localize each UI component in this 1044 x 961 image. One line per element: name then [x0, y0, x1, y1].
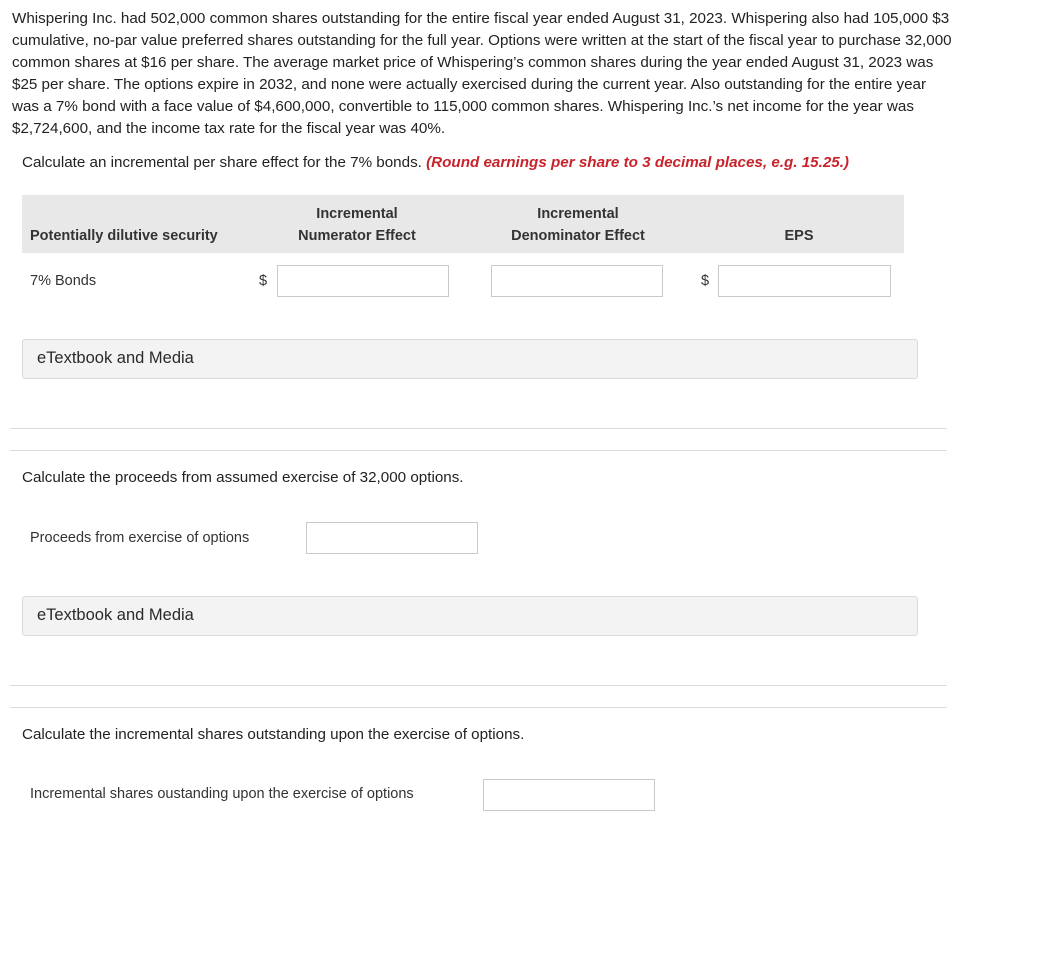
- part3-instruction: Calculate the incremental shares outstanding upon the exercise of options.: [22, 726, 525, 743]
- header-eps: EPS: [784, 228, 814, 244]
- header-numerator: [284, 203, 430, 247]
- header-denominator: [500, 203, 656, 247]
- eps-input[interactable]: [718, 265, 891, 297]
- row-7pct-bonds-label: 7% Bonds: [30, 273, 97, 289]
- etextbook-media-button-2[interactable]: eTextbook and Media: [22, 596, 918, 636]
- part1-instruction: [22, 152, 849, 174]
- denominator-effect-input[interactable]: [491, 265, 663, 297]
- divider: [10, 685, 947, 686]
- incremental-shares-label: Incremental shares oustanding upon the exercise of options: [30, 786, 414, 802]
- numerator-currency-sign: $: [259, 273, 268, 289]
- problem-statement: Whispering Inc. had 502,000 common shares outstanding for the entire fiscal year ended August 31, 2023. Whispering also had 105,000 $3 cumulative, no-par value preferred shares outstanding for the full year. Options were written at the start of the fiscal year to purchase 32,000 common shares at $16 per share. The average market price of Whispering’s common shares during the year ended August 31, 2023 was $25 per share. The options expire in 2032, and none were actually exercised during the current year. Also outstanding for the entire year was a 7% bond with a face value of $4,600,000, convertible to 115,000 common shares. Whispering Inc.’s net income for the year was $2,724,600, and the income tax rate for the fiscal year was 40%.: [12, 10, 952, 137]
- eps-currency-sign: $: [701, 273, 710, 289]
- incremental-shares-input[interactable]: [483, 779, 655, 811]
- header-numerator-line1: Incremental: [316, 206, 398, 222]
- etextbook-media-button-1[interactable]: eTextbook and Media: [22, 339, 918, 379]
- proceeds-label: Proceeds from exercise of options: [30, 530, 250, 546]
- header-security: Potentially dilutive security: [30, 228, 218, 244]
- proceeds-input[interactable]: [306, 522, 478, 554]
- part1-instruction-text: Calculate an incremental per share effect for the 7% bonds.: [22, 154, 422, 171]
- header-denominator-line2: Denominator Effect: [511, 228, 645, 244]
- divider: [10, 450, 947, 451]
- part2-instruction: Calculate the proceeds from assumed exercise of 32,000 options.: [22, 469, 464, 486]
- numerator-effect-input[interactable]: [277, 265, 449, 297]
- divider: [10, 428, 947, 429]
- header-denominator-line1: Incremental: [537, 206, 619, 222]
- divider: [10, 707, 947, 708]
- eps-table-header: [22, 195, 904, 253]
- header-numerator-line2: Numerator Effect: [298, 228, 416, 244]
- part1-rounding-hint: (Round earnings per share to 3 decimal places, e.g. 15.25.): [426, 154, 849, 171]
